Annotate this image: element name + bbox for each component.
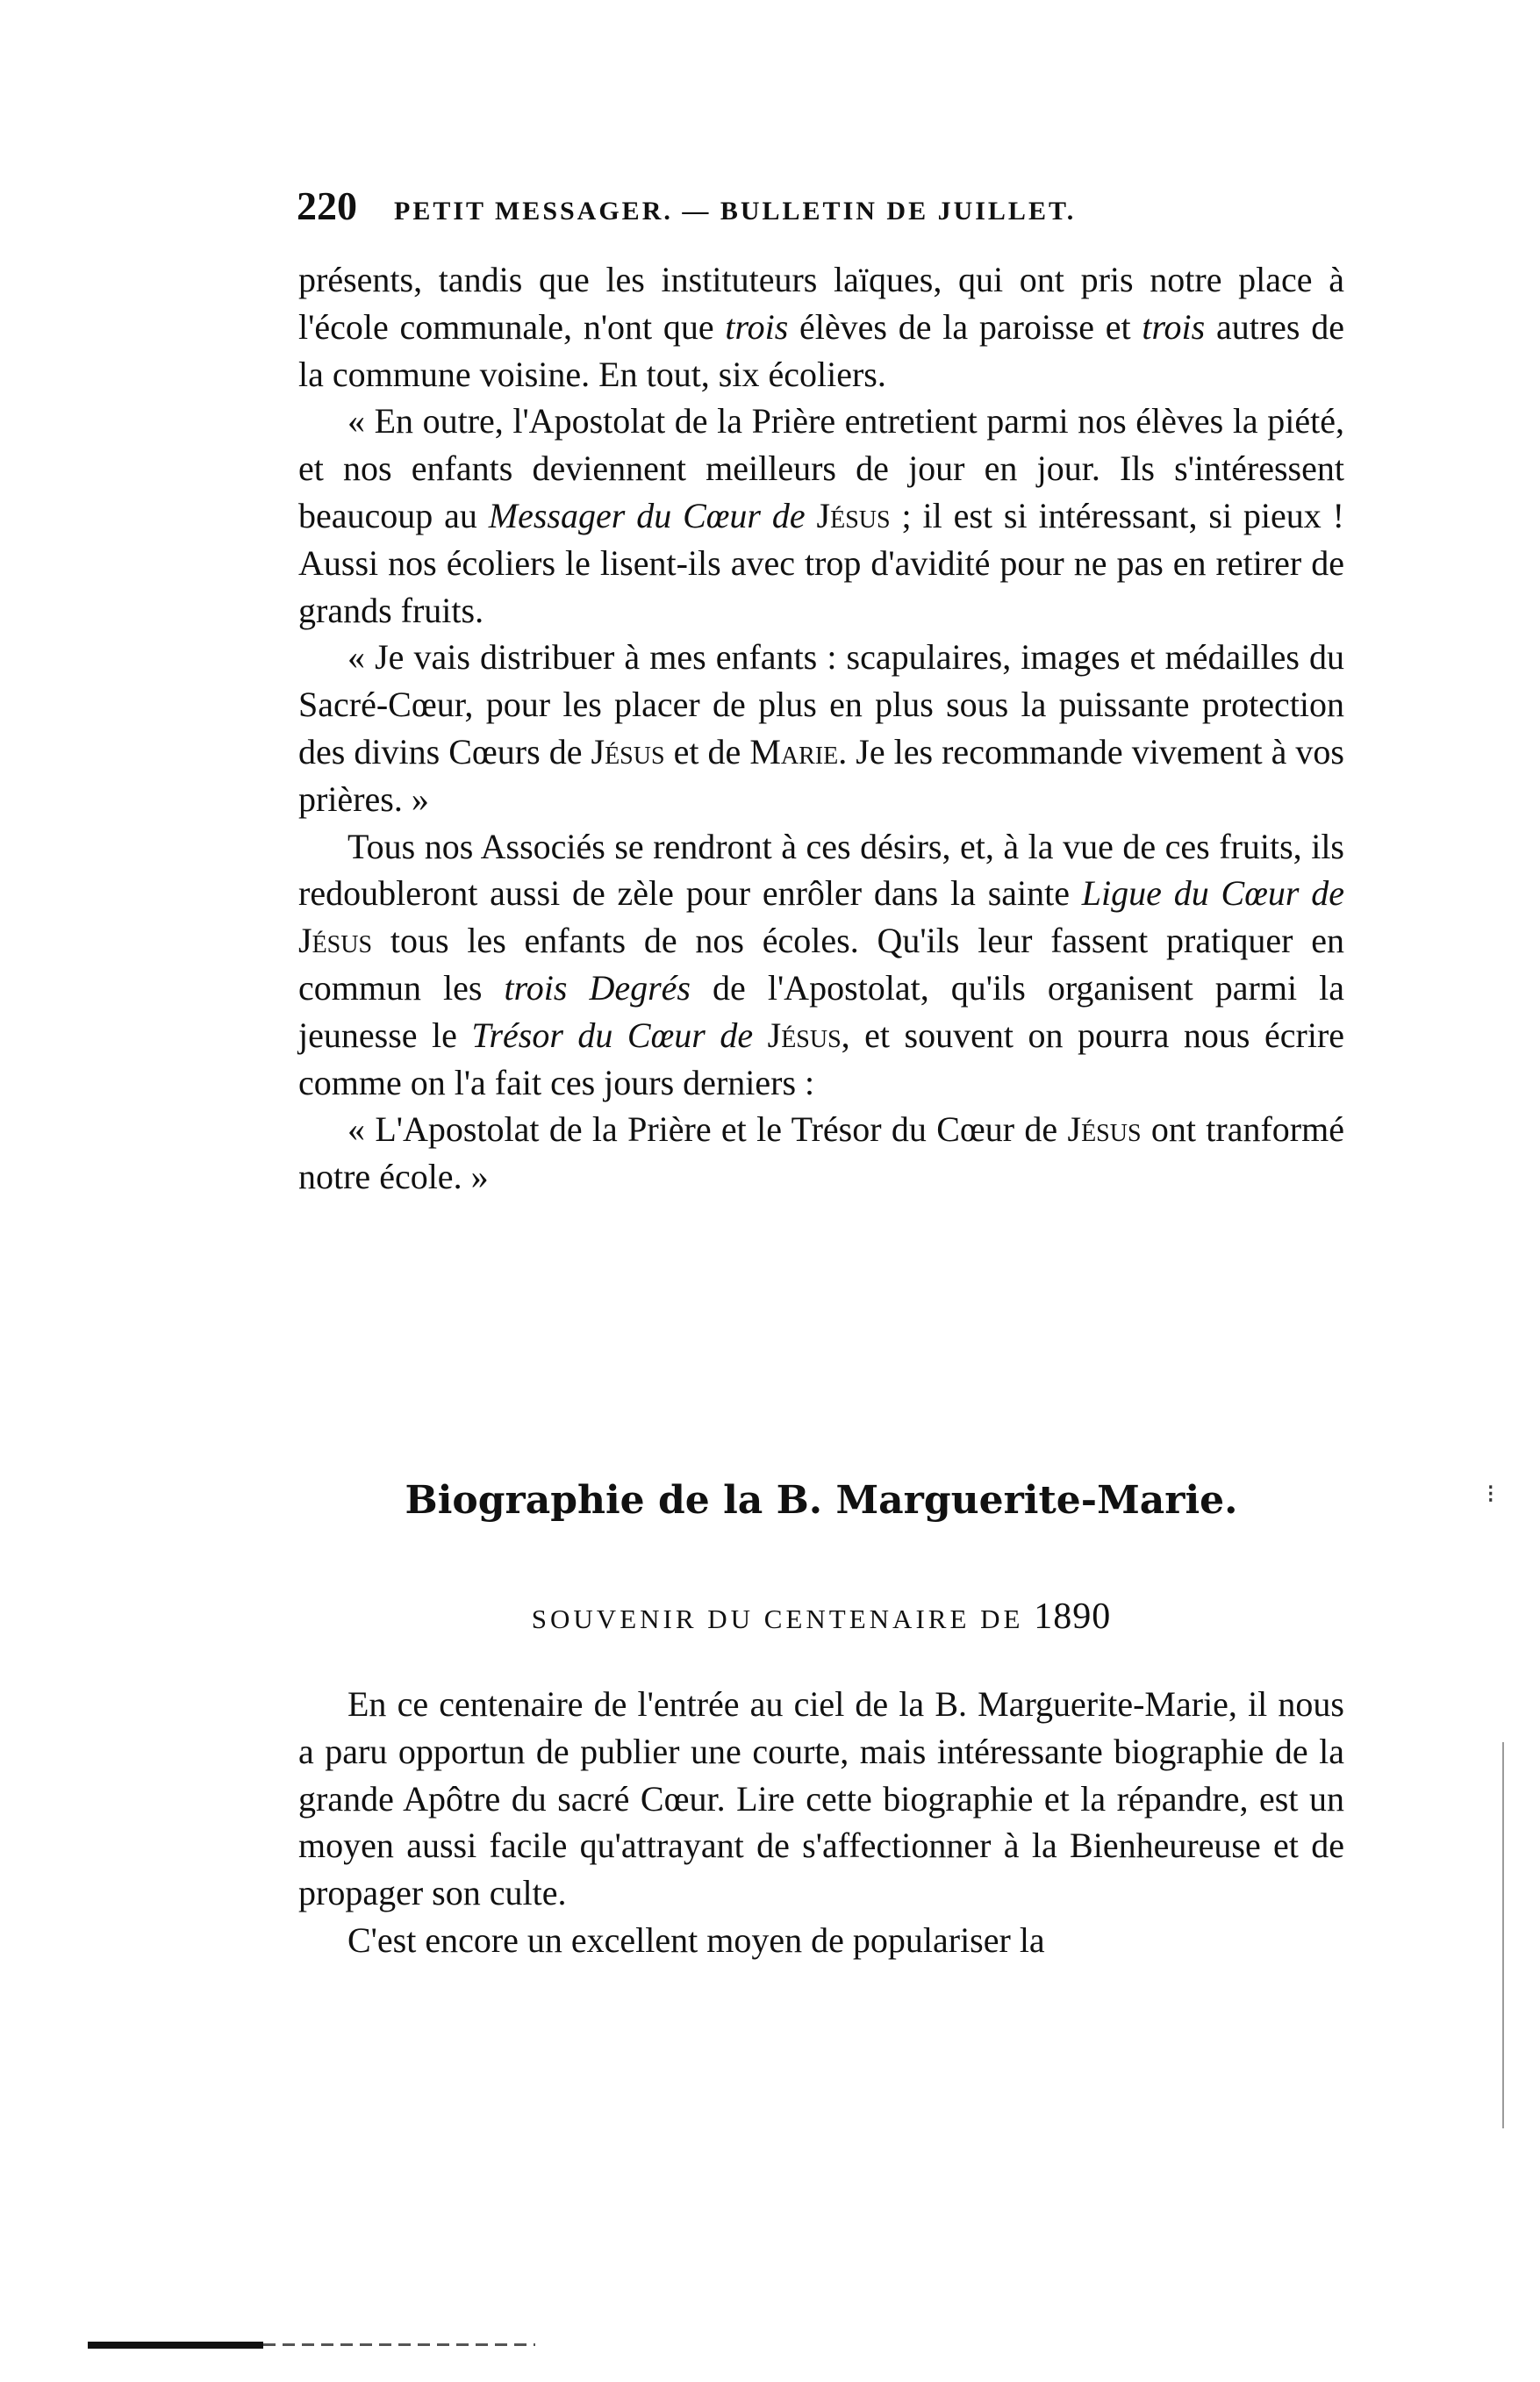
paragraph: présents, tandis que les instituteurs laïques, qui ont pris notre place à l'école communale, n'ont que trois élèves de la paroisse et trois autres de la commune voisine. En tout, six écoliers. (298, 260, 1344, 394)
small-caps-run: Jésus (816, 495, 891, 535)
body-text-top (298, 256, 1344, 1201)
scan-edge-mark: ⁝ (1486, 1480, 1495, 1509)
italic-run: Ligue du Cœur de (1081, 873, 1344, 914)
italic-run: trois (1142, 306, 1206, 347)
italic-run: trois (725, 306, 789, 347)
scan-artifact-dashes (263, 2343, 535, 2346)
small-caps-run: Jésus (591, 731, 665, 771)
paragraph: « L'Apostolat de la Prière et le Trésor du Cœur de Jésus ont tranformé notre école. » (298, 1109, 1344, 1197)
running-title: PETIT MESSAGER. — BULLETIN DE JUILLET. (394, 197, 1077, 226)
scan-edge-line (1502, 1742, 1504, 2128)
italic-run: Trésor du Cœur de (471, 1015, 754, 1055)
page-number: 220 (297, 183, 357, 228)
running-header (297, 183, 1350, 229)
body-text-bottom (298, 1681, 1344, 1964)
italic-run: trois Degrés (504, 967, 691, 1008)
paragraph: C'est encore un excellent moyen de populariser la (347, 1919, 1045, 1960)
italic-run: Messager du Cœur de (488, 495, 806, 535)
small-caps-run: Jésus (298, 921, 373, 961)
paragraph: En ce centenaire de l'entrée au ciel de la B. Marguerite-Marie, il nous a paru opportun de publier une courte, mais intéressante biographie de la grande Apôtre du sacré Cœur. Lire cette biographie et la répandre, est un moyen aussi facile qu'attrayant de s'affectionner à la Bienheureuse et de propager son culte. (298, 1684, 1344, 1913)
section-subtitle (298, 1596, 1344, 1638)
section-title: Biographie de la B. Marguerite-Marie. (405, 1478, 1238, 1523)
small-caps-run: Jésus (1067, 1109, 1142, 1150)
scan-artifact-bar (88, 2342, 263, 2349)
subtitle-text: SOUVENIR DU CENTENAIRE DE (531, 1604, 1024, 1634)
small-caps-run: Marie (749, 731, 839, 771)
paragraph: « Je vais distribuer à mes enfants : scapulaires, images et médailles du Sacré-Cœur, pour les placer de plus en plus sous la puissante protection des divins Cœurs de Jésus et de Marie. Je les recommande vivement à vos prières. » (298, 637, 1344, 819)
subtitle-year: 1890 (1034, 1596, 1112, 1637)
paragraph: Tous nos Associés se rendront à ces désirs, et, à la vue de ces fruits, ils redoubleront aussi de zèle pour enrôler dans la sainte Ligue du Cœur de Jésus tous les enfants de nos écoles. Qu'ils leur fassent pratiquer en commun les trois Degrés de l'Apostolat, qu'ils organisent parmi la jeunesse le Trésor du Cœur de Jésus, et souvent on pourra nous écrire comme on l'a fait ces jours derniers : (298, 826, 1345, 1102)
small-caps-run: Jésus (767, 1015, 842, 1055)
paragraph: « En outre, l'Apostolat de la Prière entretient parmi nos élèves la piété, et nos enfants deviennent meilleurs de jour en jour. Ils s'intéressent beaucoup au Messager du Cœur de Jésus ; il est si intéressant, si pieux ! Aussi nos écoliers le lisent-ils avec trop d'avidité pour ne pas en retirer de grands fruits. (298, 401, 1345, 630)
